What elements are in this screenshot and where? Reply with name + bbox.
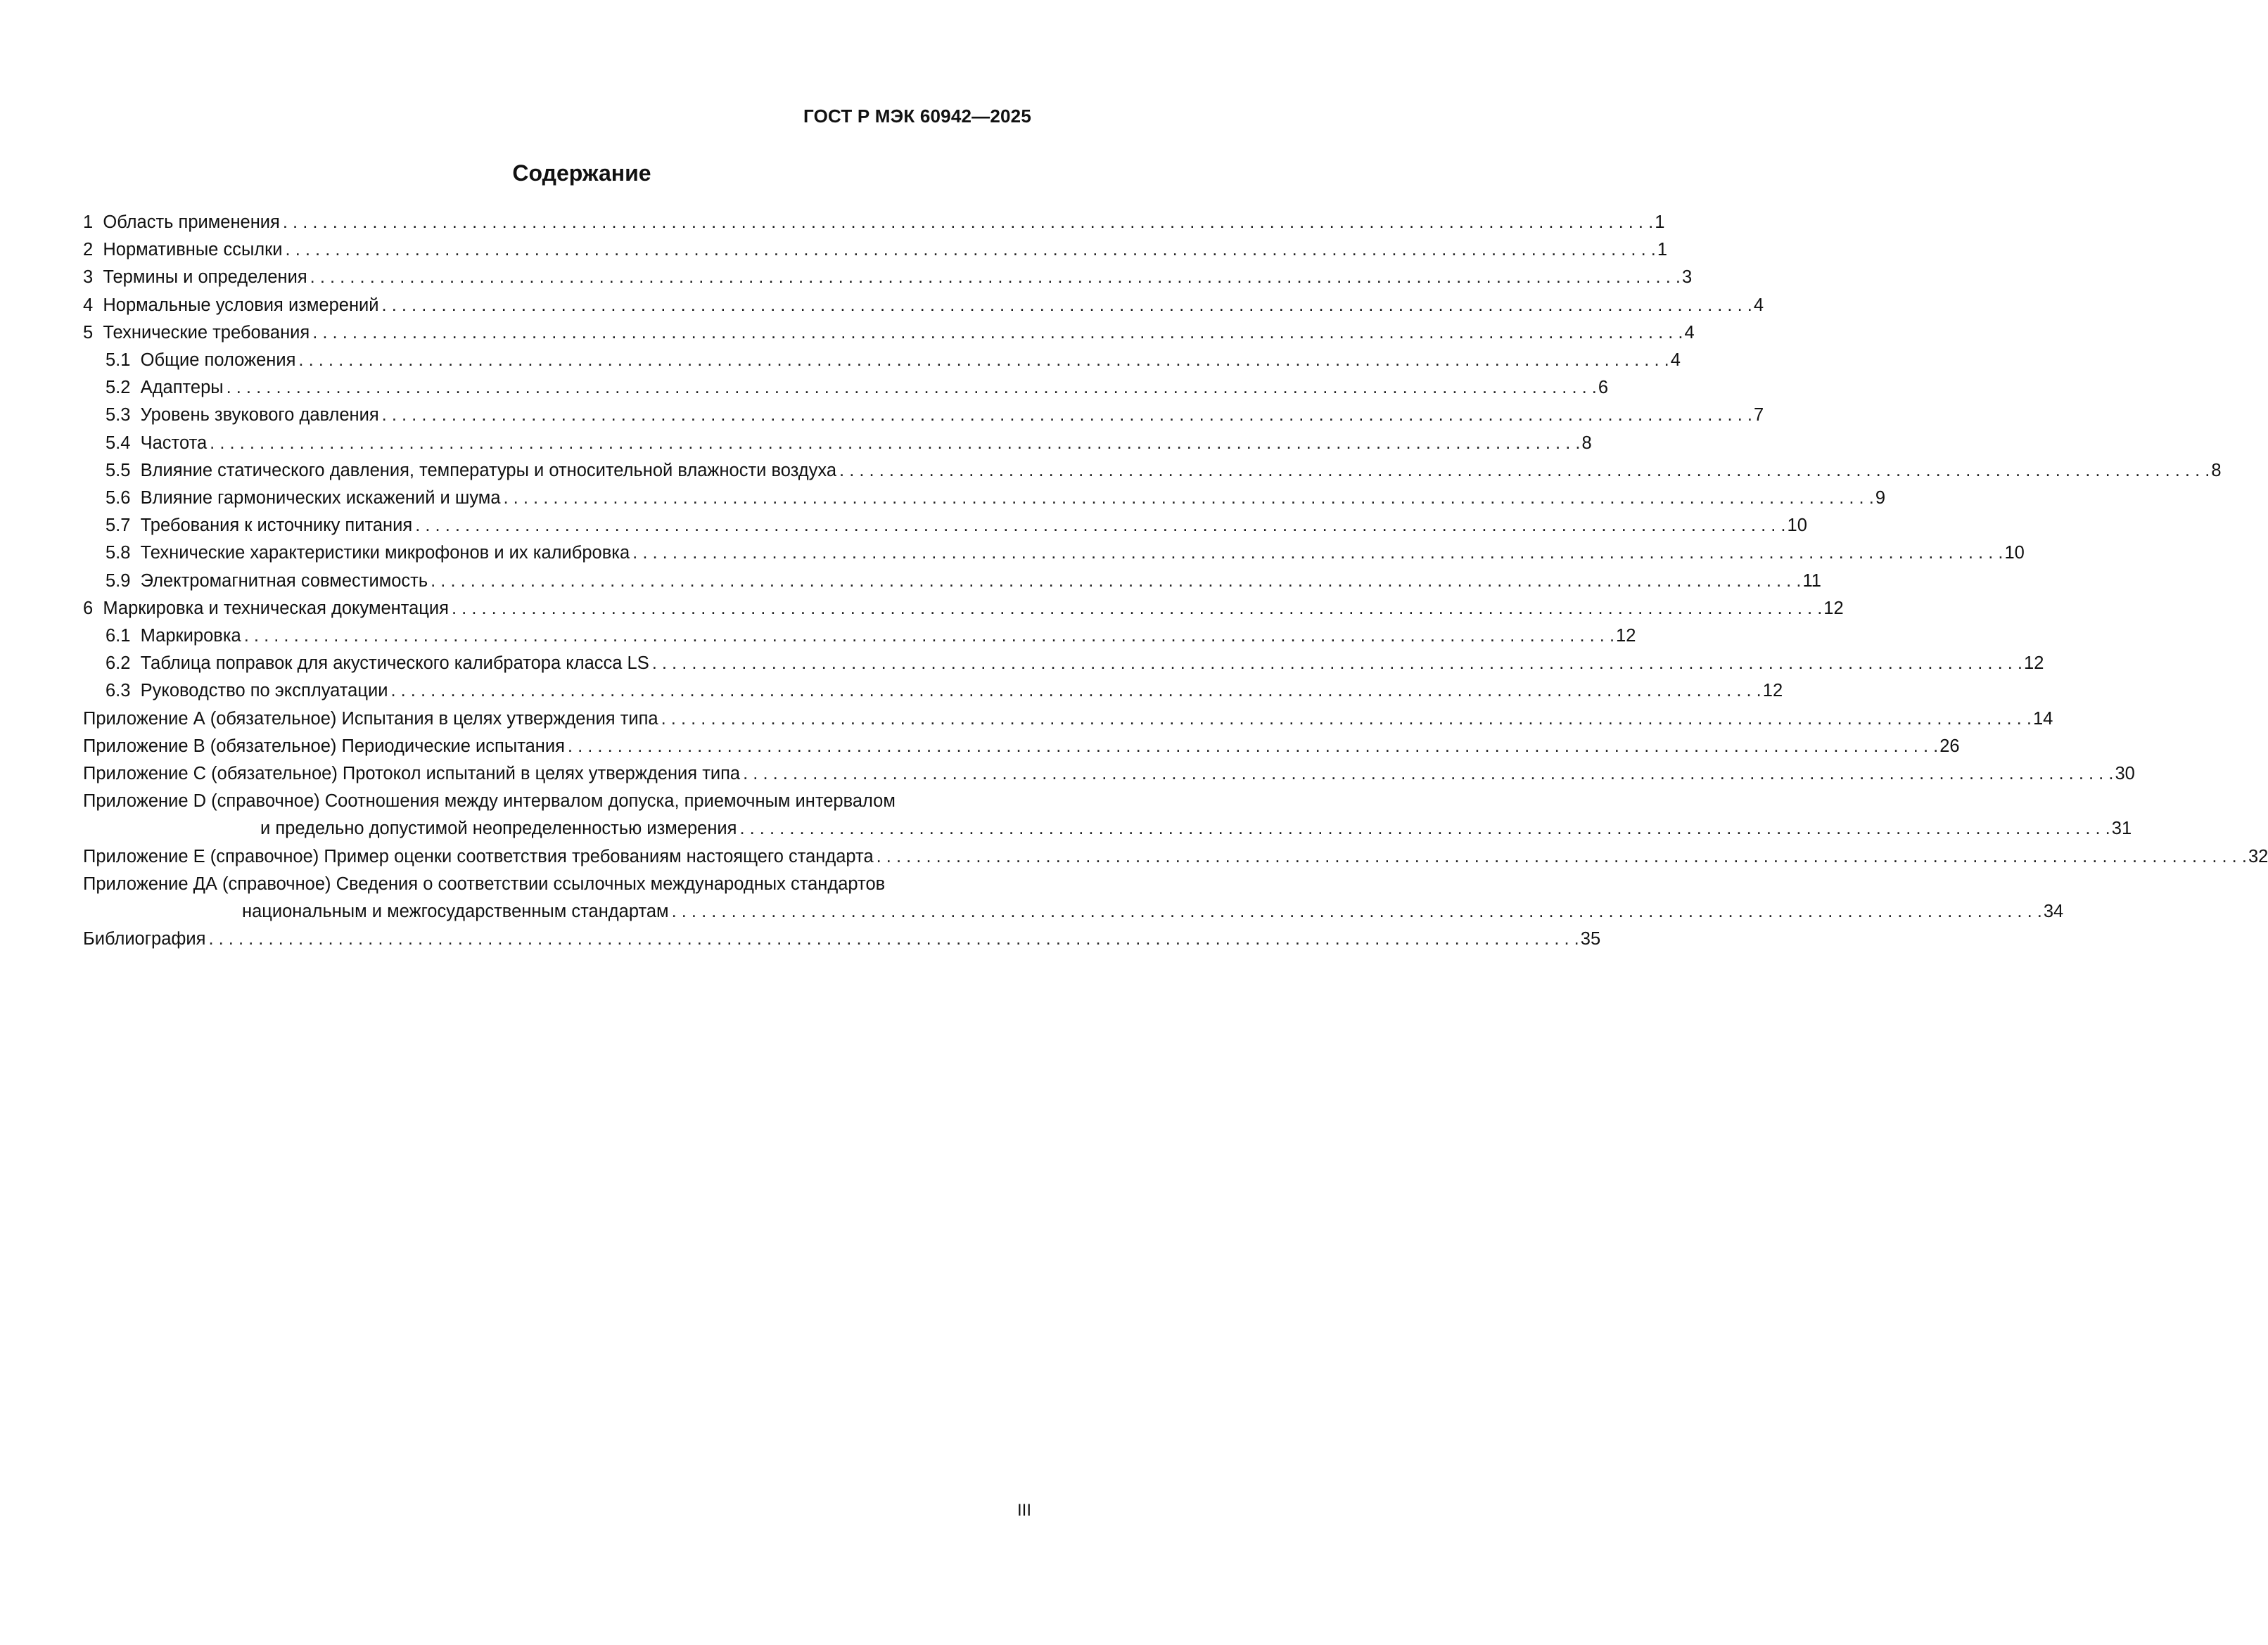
toc-entry-number: 2	[83, 240, 94, 260]
toc-leader-dots	[286, 236, 1656, 264]
toc-entry-page: 14	[2032, 708, 2053, 729]
toc-entry[interactable]	[83, 374, 1609, 402]
toc-entry[interactable]	[83, 402, 1764, 429]
toc-entry-page: 30	[2115, 764, 2135, 784]
toc-entry[interactable]	[83, 622, 1636, 650]
toc-annex-da[interactable]	[83, 871, 2064, 926]
toc-leader-dots	[431, 568, 1801, 595]
toc-entry-number: 5.3	[106, 405, 131, 425]
toc-entry-page: 10	[2004, 543, 2025, 563]
toc-entry-page: 4	[1684, 322, 1695, 343]
toc-entry-title: Общие положения	[140, 350, 296, 371]
toc-entry-title: Уровень звукового давления	[140, 405, 379, 425]
toc-leader-dots	[672, 898, 2042, 926]
toc-entry[interactable]	[83, 539, 2025, 567]
toc-entry-title: Нормативные ссылки	[103, 240, 283, 260]
toc-entry[interactable]	[83, 264, 1693, 291]
toc-leader-dots	[208, 926, 1579, 953]
standard-code: ГОСТ Р МЭК 60942—2025	[803, 105, 1031, 127]
toc-leader-dots	[877, 843, 2247, 871]
toc-annex-a[interactable]	[83, 705, 2053, 733]
toc-entry-number: 5.4	[106, 433, 131, 453]
toc-entry-page: 8	[2211, 460, 2222, 480]
toc-entry-number: 3	[83, 267, 94, 288]
toc-entry-title: Приложение Е (справочное) Пример оценки соответствия требованиям настоящего стандарта	[83, 846, 874, 866]
table-of-contents	[83, 209, 2268, 953]
toc-entry-title-continued: национальным и межгосударственным стандартам	[242, 902, 669, 922]
toc-title: Содержание	[512, 160, 651, 186]
toc-leader-dots	[415, 512, 1785, 539]
toc-entry[interactable]	[83, 512, 1807, 539]
toc-entry-number: 6.2	[106, 653, 131, 674]
toc-entry-page: 31	[2111, 819, 2132, 839]
toc-entry-title: Влияние гармонических искажений и шума	[140, 488, 501, 508]
toc-annex-d[interactable]	[83, 788, 2132, 843]
toc-entry-number: 5.2	[106, 378, 131, 398]
toc-annex-c[interactable]	[83, 760, 2135, 788]
toc-entry[interactable]	[83, 650, 2044, 677]
toc-entry[interactable]	[83, 292, 1764, 319]
toc-entry-number: 5.5	[106, 460, 131, 480]
toc-entry-title: Влияние статического давления, температуры и относительной влажности воздуха	[140, 460, 837, 480]
toc-entry-title: Требования к источнику питания	[140, 516, 413, 536]
toc-annex-e[interactable]	[83, 843, 2268, 871]
toc-leader-dots	[743, 760, 2113, 788]
toc-entry-title: Адаптеры	[140, 378, 224, 398]
toc-entry-number: 5.8	[106, 543, 131, 563]
toc-entry-page: 4	[1753, 295, 1764, 315]
toc-leader-dots	[452, 595, 1822, 622]
toc-entry-page: 1	[1655, 212, 1665, 232]
toc-entry-number: 1	[83, 212, 94, 232]
toc-bibliography[interactable]	[83, 926, 1601, 953]
toc-entry-number: 5	[83, 322, 94, 343]
toc-leader-dots	[210, 430, 1580, 457]
toc-entry-title: Маркировка	[140, 626, 241, 646]
toc-entry[interactable]	[83, 457, 2222, 485]
toc-leader-dots	[244, 622, 1614, 650]
toc-entry-number: 4	[83, 295, 94, 315]
toc-entry-title: Библиография	[83, 929, 206, 949]
toc-leader-dots	[632, 539, 2003, 567]
toc-entry-page: 32	[2248, 846, 2268, 866]
toc-entry-title: Приложение С (обязательное) Протокол испытаний в целях утверждения типа	[83, 764, 741, 784]
toc-entry-number: 5.9	[106, 570, 131, 591]
toc-entry-title: Частота	[140, 433, 208, 453]
toc-leader-dots	[661, 705, 2032, 733]
toc-entry[interactable]	[83, 568, 1821, 595]
toc-entry-number: 5.1	[106, 350, 131, 371]
toc-entry-page: 12	[1616, 626, 1636, 646]
toc-entry[interactable]	[83, 209, 1665, 236]
toc-leader-dots	[382, 402, 1752, 429]
toc-annex-b[interactable]	[83, 733, 1960, 760]
toc-entry-page: 35	[1580, 929, 1601, 949]
toc-entry-title: Технические характеристики микрофонов и их калибровка	[140, 543, 630, 563]
toc-entry-page: 1	[1657, 240, 1668, 260]
toc-entry-number: 6	[83, 598, 94, 618]
toc-entry-title: Приложение В (обязательное) Периодические испытания	[83, 736, 565, 756]
toc-leader-dots	[504, 485, 1874, 512]
toc-entry-page: 9	[1875, 488, 1886, 508]
toc-entry-page: 3	[1681, 267, 1693, 288]
toc-entry-page: 10	[1787, 516, 1807, 536]
toc-entry[interactable]	[83, 677, 1783, 705]
toc-entry-title-continued: и предельно допустимой неопределенностью измерения	[260, 819, 737, 839]
toc-entry-title: Таблица поправок для акустического калибратора класса LS	[140, 653, 649, 674]
toc-entry-title: Технические требования	[103, 322, 310, 343]
toc-leader-dots	[298, 347, 1669, 374]
toc-entry-title: Термины и определения	[103, 267, 307, 288]
toc-entry-title: Маркировка и техническая документация	[103, 598, 449, 618]
toc-entry-number: 5.6	[106, 488, 131, 508]
toc-entry-page: 7	[1753, 405, 1764, 425]
toc-leader-dots	[839, 457, 2210, 485]
toc-leader-dots	[739, 815, 2110, 843]
toc-entry-title: Приложение D (справочное) Соотношения между интервалом допуска, приемочным интервалом	[83, 791, 896, 812]
page-number: III	[1017, 1501, 1031, 1520]
toc-entry-page: 8	[1581, 433, 1592, 453]
toc-entry-page: 4	[1670, 350, 1681, 371]
toc-entry[interactable]	[83, 430, 1592, 457]
toc-entry-page: 34	[2043, 902, 2064, 922]
toc-entry-number: 5.7	[106, 516, 131, 536]
toc-entry-title: Приложение А (обязательное) Испытания в целях утверждения типа	[83, 708, 658, 729]
toc-entry-title: Область применения	[103, 212, 280, 232]
toc-entry-title: Нормальные условия измерений	[103, 295, 379, 315]
toc-leader-dots	[310, 264, 1681, 291]
toc-entry[interactable]	[83, 485, 1886, 512]
toc-leader-dots	[652, 650, 2022, 677]
toc-leader-dots	[312, 319, 1683, 347]
toc-entry-page: 12	[1823, 598, 1844, 618]
toc-entry-title: Электромагнитная совместимость	[140, 570, 428, 591]
toc-entry[interactable]	[83, 595, 1844, 622]
toc-entry-title: Руководство по эксплуатации	[140, 681, 388, 701]
toc-entry-page: 6	[1598, 378, 1609, 398]
toc-entry[interactable]	[83, 347, 1681, 374]
toc-entry-title: Приложение ДА (справочное) Сведения о соответствии ссылочных международных стандартов	[83, 873, 886, 894]
toc-entry-page: 12	[2024, 653, 2044, 674]
toc-leader-dots	[568, 733, 1938, 760]
toc-entry-number: 6.3	[106, 681, 131, 701]
toc-leader-dots	[390, 677, 1761, 705]
toc-entry-number: 6.1	[106, 626, 131, 646]
toc-leader-dots	[283, 209, 1653, 236]
toc-leader-dots	[227, 374, 1597, 402]
toc-entry[interactable]	[83, 236, 1668, 264]
toc-entry-page: 26	[1939, 736, 1960, 756]
toc-leader-dots	[382, 292, 1752, 319]
toc-entry-page: 11	[1802, 570, 1821, 591]
toc-entry[interactable]	[83, 319, 1695, 347]
toc-entry-page: 12	[1762, 681, 1783, 701]
